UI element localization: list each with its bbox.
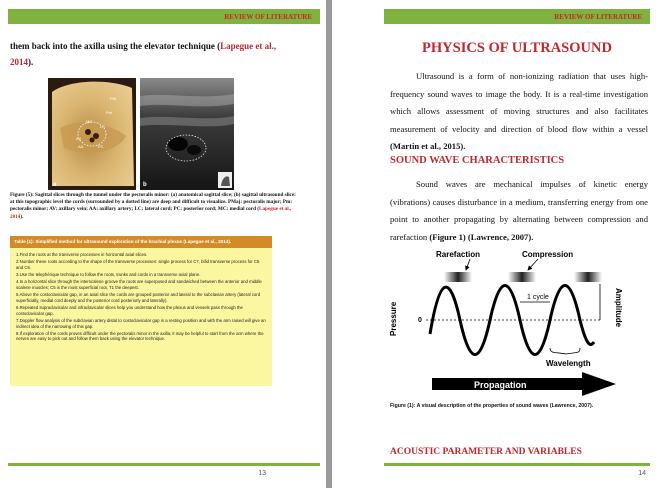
table-title: Table (1): Simplified method for ultrasound exploration of the brachial plexus (Lapegue et al., 2014). xyxy=(10,236,272,248)
wavelength-brace xyxy=(550,348,580,354)
figure-5-image xyxy=(48,78,234,190)
figure-5-caption xyxy=(10,192,300,221)
intro-end: ). xyxy=(28,57,34,67)
page-number: 14 xyxy=(638,470,646,477)
rarefaction-arrow xyxy=(466,259,470,270)
vessel xyxy=(187,145,201,155)
label-pm-major: PM xyxy=(110,96,116,101)
label-mc: MC xyxy=(86,119,93,124)
section-heading: ACOUSTIC PARAMETER AND VARIABLES xyxy=(390,447,582,457)
table-list-item: 1.Find the roots at the transverse processes in horizontal axial slices. xyxy=(16,252,148,257)
sound-wave-paragraph xyxy=(390,176,648,246)
panel-a-label: a xyxy=(53,182,57,188)
label-pm-minor: Pm xyxy=(106,110,112,115)
label-av: AV xyxy=(76,136,82,141)
intro-paragraph xyxy=(10,38,300,70)
para1-text: Ultrasound is a form of non-ionizing radiation that uses high-frequency sound waves to image the body. It is a real-time investigation which allows assessment of moving structures and also facilitates measurement of velocity and direction of blood flow within a vessel xyxy=(390,71,648,134)
density-band xyxy=(444,272,472,282)
footer-line xyxy=(384,463,650,466)
rarefaction-label: Rarefaction xyxy=(436,250,481,259)
para2-citation: (Lawrence, 2007). xyxy=(467,231,534,242)
compression-label: Compression xyxy=(522,250,574,259)
pressure-axis-label: Pressure xyxy=(389,301,398,336)
table-list-item: 8.If exploration of the cords proves difficult under the pectoralis minor in the axilla, it may be helpful to start from the arm where the nerves are easy to pick out and follow them back using the elevator technique. xyxy=(16,330,264,342)
para2-text: Sound waves are mechanical impulses of kinetic energy (vibrations) causes disturbance in a medium, transferring energy from one point to another propagating by alternating between compression and rarefaction xyxy=(390,179,648,242)
amplitude-label: Amplitude xyxy=(614,288,623,328)
table-list-item: 5.Above the costoclavicular gap, in an axial slice the cords are grouped posterior and lateral to the subclavian artery (lateral cord superficially, medial cord deeply and the posterior cord posteriorly and laterally). xyxy=(16,291,261,303)
label-pc: PC xyxy=(98,144,104,149)
table-1 xyxy=(10,236,272,386)
page-13 xyxy=(0,0,326,488)
cord-dot xyxy=(90,138,95,143)
sound-wave-figure xyxy=(388,244,624,400)
caption-end: ). xyxy=(20,213,24,220)
zero-label: 0 xyxy=(418,317,422,324)
table-list-item: 6.Repeated supraclavicular and infraclavicular slices help you understand how the plexus and vessels pass through the costoclavicular gap. xyxy=(16,304,243,316)
propagation-label: Propagation xyxy=(474,380,527,390)
intro-paragraph xyxy=(390,68,648,156)
page-header: REVIEW OF LITERATURE xyxy=(384,9,650,24)
figure-reference[interactable]: (Figure 1) xyxy=(429,231,466,242)
figure-1-caption: Figure (1): A visual description of the properties of sound waves (Lawrence, 2007). xyxy=(390,403,594,409)
table-list-item: 3.Use the telephérique technique to follow the roots, trunks and cords in a transverse axial plane. xyxy=(16,271,201,277)
vessel xyxy=(168,137,188,151)
wavelength-label: Wavelength xyxy=(546,359,591,368)
table-list xyxy=(10,248,272,342)
cord-dot xyxy=(85,129,91,135)
label-lc: LC xyxy=(100,124,106,129)
caption-text: Figure (5): Sagittal slices through the tunnel under the pectoralis minor: (a) anatomical sagittal slice; (b) sagittal ultrasound slice: at this topographic level the cords (surrounded by a dotted line) are deep and difficult to visualize. PMaj: pectoralis major; Pm: pectoralis minor; AV: axillary vein; AA: axillary artery; LC: lateral cord; PC: posterior cord; MC: medial cord ( xyxy=(10,192,296,213)
intro-citation[interactable]: Lapegue et al., 2014 xyxy=(10,41,277,67)
one-cycle-label: 1 cycle xyxy=(527,294,549,301)
page-header: REVIEW OF LITERATURE xyxy=(8,9,320,24)
footer-line xyxy=(8,463,320,466)
section-heading: SOUND WAVE CHARACTERISTICS xyxy=(390,155,565,166)
table-list-item: 4.In a horizontal slice through the interscalene groove the roots are superposed and sandwiched between the anterior and middle scalene muscles; C5 is the most superficial root, T1 the deepest. xyxy=(16,278,262,290)
cord-dot xyxy=(93,133,99,139)
intro-text: them back into the axilla using the elevator technique ( xyxy=(10,41,221,51)
density-band xyxy=(574,272,602,282)
para1-citation: (Martin et al., 2015). xyxy=(390,141,466,151)
density-band xyxy=(508,272,536,282)
compression-arrow xyxy=(528,259,538,270)
table-list-item: 2.Number these roots according to the shape of the transverse processes: single process for C7, bifid transverse process for C5 and C6. xyxy=(16,259,260,270)
page-title: PHYSICS OF ULTRASOUND xyxy=(422,40,612,56)
label-aa: AA xyxy=(78,144,84,149)
page-number: 13 xyxy=(258,470,266,477)
caption-citation[interactable]: Lapegue et al., 2014 xyxy=(10,206,292,220)
table-list-item: 7.Doppler flow analysis of the subclavian artery distal to costoclavicular gap in a resting position and with the arm raised will give an indirect idea of the narrowing of this gap. xyxy=(16,317,266,329)
panel-b-label: b xyxy=(143,182,147,188)
